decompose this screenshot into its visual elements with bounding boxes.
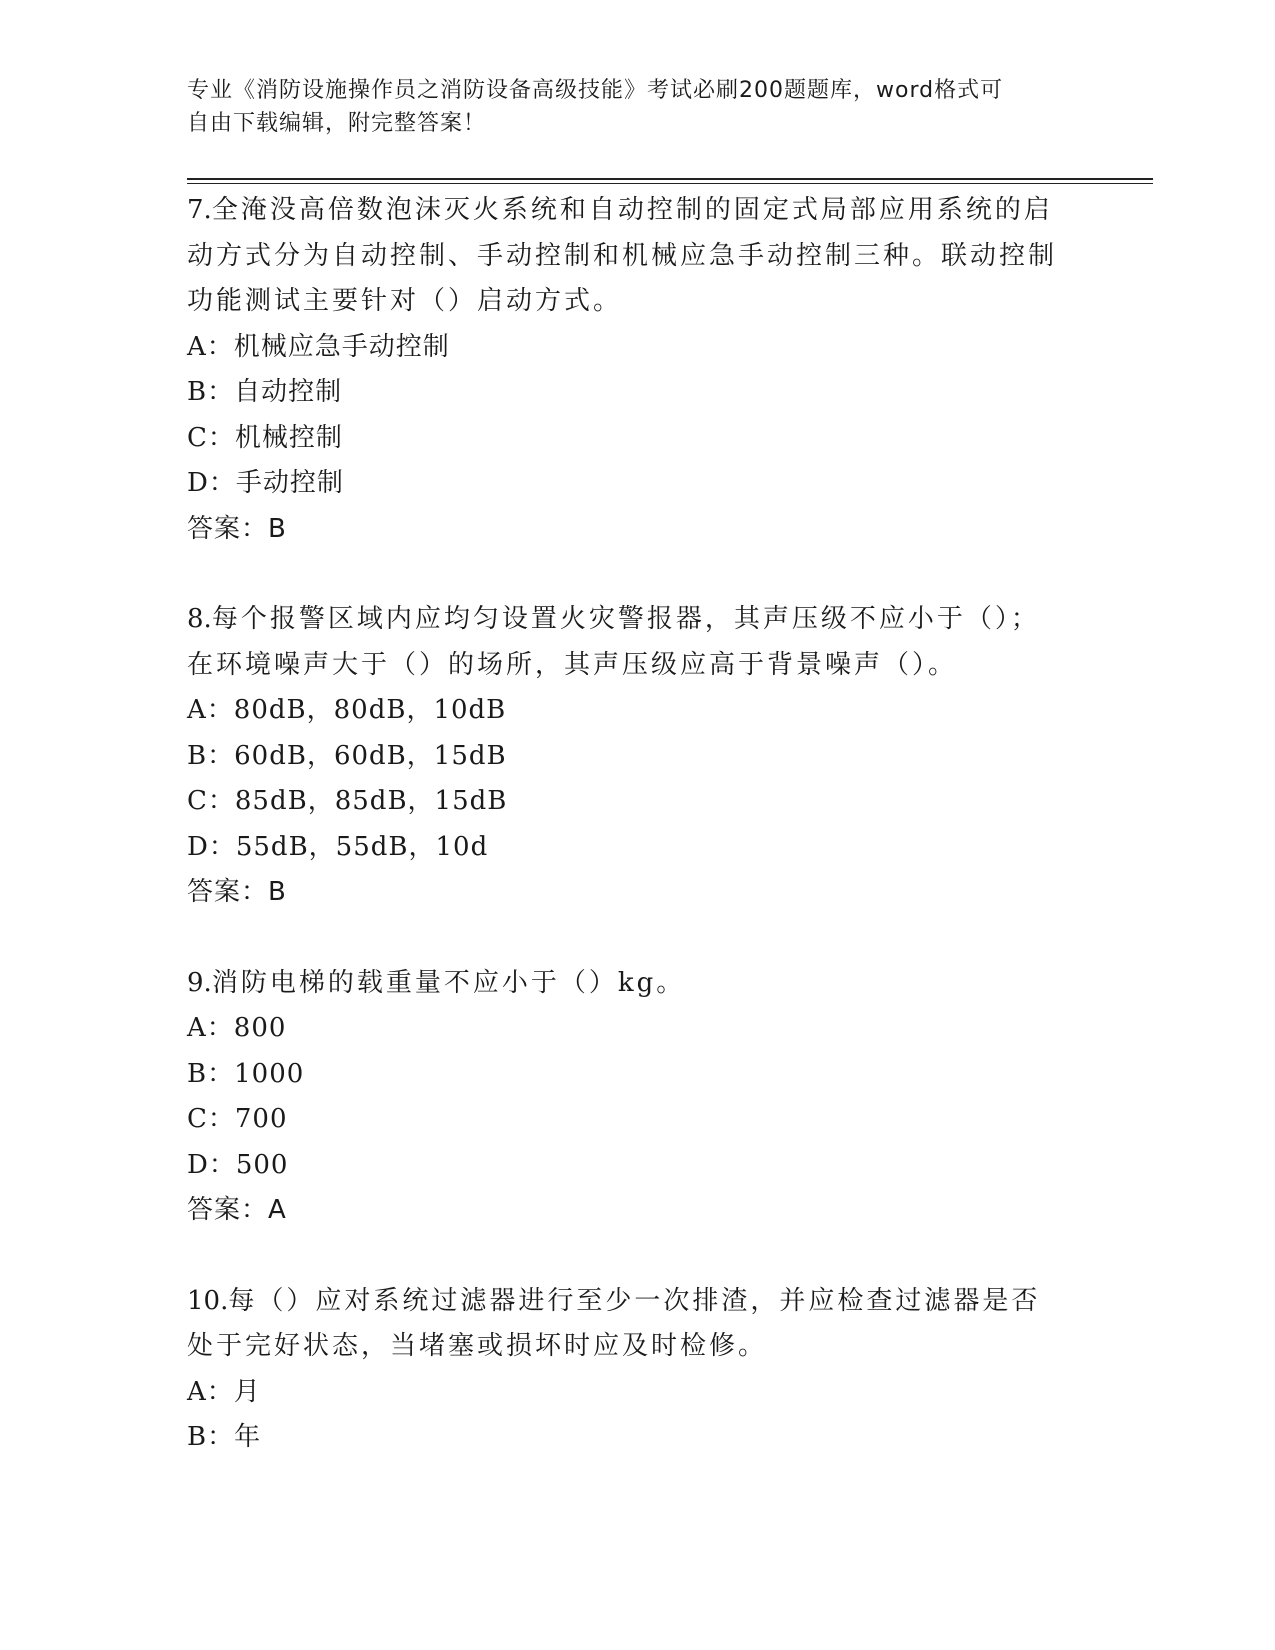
option-d: D：500 [187,1149,289,1180]
question-number: 7. [187,195,212,225]
header-line-2: 自由下载编辑，附完整答案！ [187,111,487,136]
question-stem [187,597,1067,688]
answer: 答案：B [187,513,287,544]
question-number: 10. [187,1285,229,1316]
answer: 答案：B [187,877,287,907]
question-text: 全淹没高倍数泡沫灭火系统和自动控制的固定式局部应用系统的启动方式分为自动控制、手动控制和机械应急手动控制三种。联动控制功能测试主要针对（）启动方式。 [187,195,1058,316]
option-b: B：1000 [187,1058,305,1089]
question-stem [187,961,1067,1007]
option-a: A：月 [187,1376,261,1407]
option-d: D：手动控制 [187,468,344,498]
option-b: B：60dB，60dB，15dB [187,740,507,771]
header-line-1: 专业《消防设施操作员之消防设备高级技能》考试必刷200题题库，word格式可 [187,78,1004,103]
question-list [187,188,1067,1506]
question-text: 每个报警区域内应均匀设置火灾警报器，其声压级不应小于（）；在环境噪声大于（）的场所，其声压级应高于背景噪声（）。 [187,604,1040,680]
option-c: C：85dB，85dB，15dB [187,786,508,816]
question-9 [187,961,1067,1234]
question-stem [187,188,1067,325]
question-10 [187,1279,1067,1461]
header-divider-thick [187,178,1153,180]
option-a: A：800 [187,1013,287,1043]
header-divider-thin [187,183,1153,184]
question-7 [187,188,1067,552]
option-b: B：自动控制 [187,377,343,407]
option-c: C：700 [187,1104,288,1134]
answer: 答案：A [187,1195,287,1225]
option-c: C：机械控制 [187,422,343,453]
question-number: 9. [187,967,212,998]
page-header [187,74,1067,140]
question-8 [187,597,1067,916]
option-a: A：80dB，80dB，10dB [187,695,507,725]
option-b: B：年 [187,1422,262,1452]
option-a: A：机械应急手动控制 [187,331,450,362]
question-text: 每（）应对系统过滤器进行至少一次排渣，并应检查过滤器是否处于完好状态，当堵塞或损坏时应及时检修。 [187,1285,1041,1361]
question-text: 消防电梯的载重量不应小于（）kg。 [211,967,686,998]
option-d: D：55dB，55dB，10d [187,831,489,862]
question-number: 8. [187,604,212,634]
question-stem [187,1279,1067,1370]
